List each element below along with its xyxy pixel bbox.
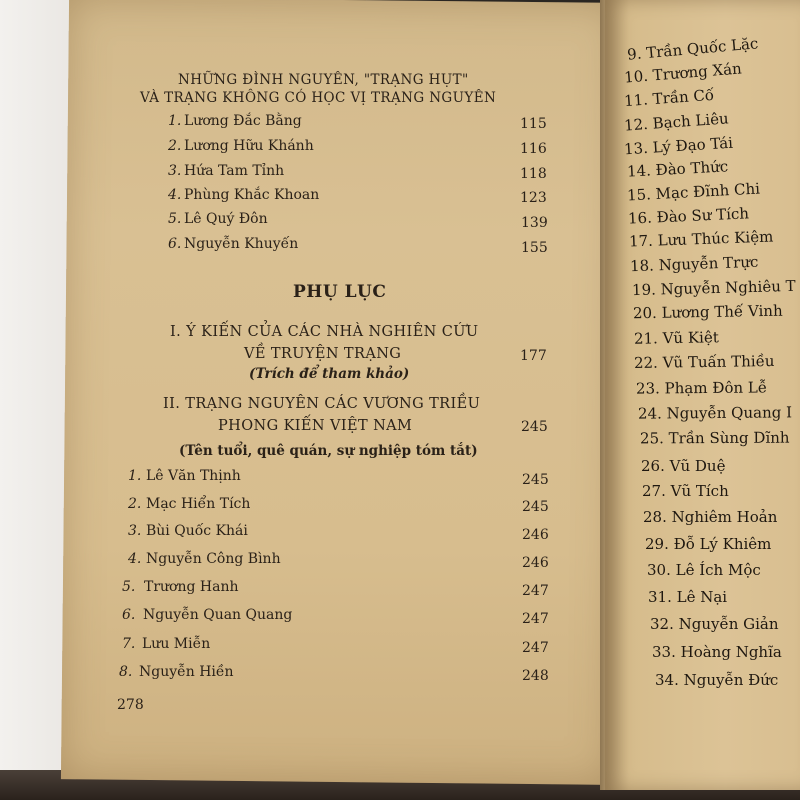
section-1-line-1: I. Ý KIẾN CỦA CÁC NHÀ NGHIÊN CỨU [170, 324, 479, 340]
list-item: 20. Lương Thế Vinh [632, 301, 783, 323]
list-item: 14. Đào Thức [626, 157, 729, 181]
list-item: 12. Bạch Liêu [623, 109, 730, 135]
section-2-line-2: PHONG KIẾN VIỆT NAM [218, 418, 413, 434]
list-item: 15. Mạc Đĩnh Chi [626, 179, 761, 205]
page-number: 278 [117, 697, 144, 713]
list-item: 17. Lưu Thúc Kiệm [628, 227, 774, 251]
list-item: 32. Nguyễn Giản [650, 615, 779, 633]
list-item: 29. Đỗ Lý Khiêm [645, 535, 772, 553]
section-1-note: (Trích để tham khảo) [249, 366, 410, 382]
list-item: 19. Nguyễn Nghiêu T [631, 276, 796, 300]
list-item: 18. Nguyễn Trực [629, 252, 759, 276]
section-2-note: (Tên tuổi, quê quán, sự nghiệp tóm tắt) [179, 443, 478, 459]
list-item: 26. Vũ Duệ [641, 457, 726, 475]
list-item: 28. Nghiêm Hoản [643, 508, 778, 526]
list-item: 16. Đào Sư Tích [627, 204, 750, 228]
list-item: 11. Trần Cố [623, 85, 715, 111]
heading-line-2: VÀ TRẠNG KHÔNG CÓ HỌC VỊ TRẠNG NGUYÊN [140, 90, 497, 106]
section-2-line-1: II. TRẠNG NGUYÊN CÁC VƯƠNG TRIỀU [163, 396, 481, 412]
list-item: 21. Vũ Kiệt [633, 328, 719, 348]
list-item: 31. Lê Nại [648, 588, 728, 606]
list-item: 25. Trần Sùng Dĩnh [639, 428, 790, 448]
list-item: 30. Lê Ích Mộc [647, 561, 761, 579]
list-item: 27. Vũ Tích [642, 482, 729, 500]
section-2-page: 245 [521, 419, 548, 435]
list-item: 10. Trương Xán [623, 59, 743, 87]
list-item: 33. Hoàng Nghĩa [652, 643, 782, 661]
list-item: 13. Lý Đạo Tái [623, 133, 734, 159]
list-item: 9. Trần Quốc Lặc [626, 34, 760, 64]
list-item: 22. Vũ Tuấn Thiều [633, 352, 775, 372]
list-item: 34. Nguyễn Đức [655, 671, 779, 689]
appendix-title: PHỤ LỤC [293, 282, 387, 302]
list-item: 23. Phạm Đôn Lễ [635, 378, 768, 398]
section-1-line-2: VỀ TRUYỆN TRẠNG [244, 346, 402, 362]
heading-line-1: NHỮNG ĐÌNH NGUYÊN, "TRẠNG HỤT" [178, 72, 469, 88]
section-1-page: 177 [520, 348, 547, 364]
list-item: 24. Nguyễn Quang I [637, 403, 793, 423]
